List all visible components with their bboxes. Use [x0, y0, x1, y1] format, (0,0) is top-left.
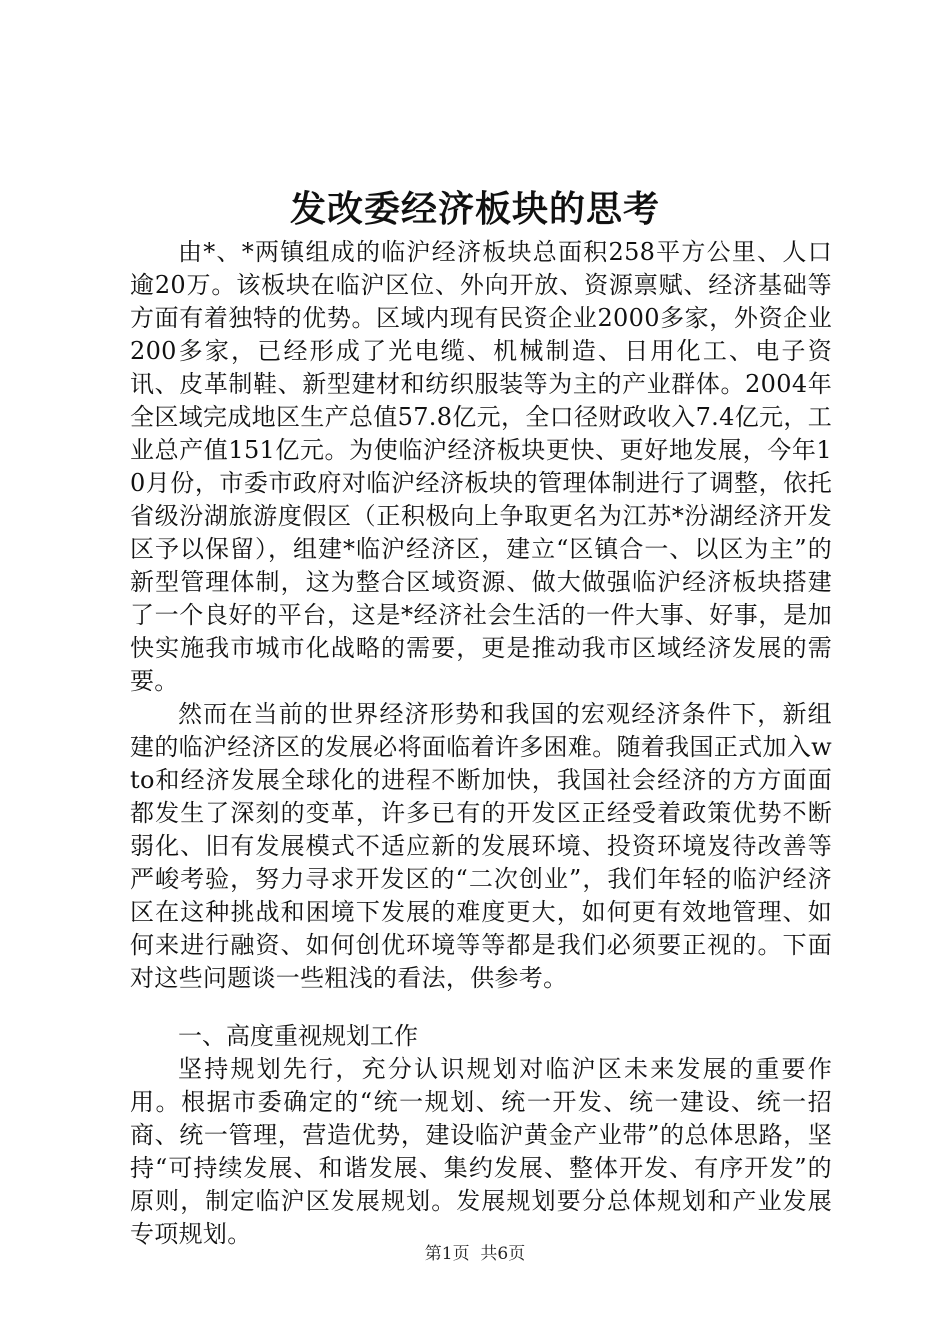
paragraph-challenges: 然而在当前的世界经济形势和我国的宏观经济条件下，新组建的临沪经济区的发展必将面临着许多困难。随着我国正式加入wto和经济发展全球化的进程不断加快，我国社会经济的方方面面都发生了深刻的变革，许多已有的开发区正经受着政策优势不断弱化、旧有发展模式不适应新的发展环境、投资环境岌待改善等严峻考验，努力寻求开发区的“二次创业”，我们年轻的临沪经济区在这种挑战和困境下发展的难度更大，如何更有效地管理、如何来进行融资、如何创优环境等等都是我们必须要正视的。下面对这些问题谈一些粗浅的看法，供参考。 — [130, 700, 832, 992]
paragraph-planning: 坚持规划先行，充分认识规划对临沪区未来发展的重要作用。根据市委确定的“统一规划、统一开发、统一建设、统一招商、统一管理，营造优势，建设临沪黄金产业带”的总体思路，坚持“可持续发展、和谐发展、集约发展、整体开发、有序开发”的原则，制定临沪区发展规划。发展规划要分总体规划和产业发展专项规划。 — [130, 1055, 832, 1248]
page-footer — [0, 1243, 950, 1265]
document-body — [130, 236, 832, 1251]
page-number: 第1页 共6页 — [424, 1244, 526, 1264]
document-title: 发改委经济板块的思考 — [289, 188, 660, 230]
section-spacer — [130, 995, 832, 1020]
section-heading-planning: 一、高度重视规划工作 — [178, 1022, 418, 1050]
paragraph-intro: 由*、*两镇组成的临沪经济板块总面积258平方公里、人口逾20万。该板块在临沪区位、外向开放、资源禀赋、经济基础等方面有着独特的优势。区域内现有民资企业2000多家，外资企业200多家，已经形成了光电缆、机械制造、日用化工、电子资讯、皮革制鞋、新型建材和纺织服装等为主的产业群体。2004年全区域完成地区生产总值57.8亿元，全口径财政收入7.4亿元，工业总产值151亿元。为使临沪经济板块更快、更好地发展，今年10月份，市委市政府对临沪经济板块的管理体制进行了调整，依托省级汾湖旅游度假区（正积极向上争取更名为江苏*汾湖经济开发区予以保留），组建*临沪经济区，建立“区镇合一、以区为主”的新型管理体制，这为整合区域资源、做大做强临沪经济板块搭建了一个良好的平台，这是*经济社会生活的一件大事、好事，是加快实施我市城市化战略的需要，更是推动我市区域经济发展的需要。 — [130, 238, 832, 695]
